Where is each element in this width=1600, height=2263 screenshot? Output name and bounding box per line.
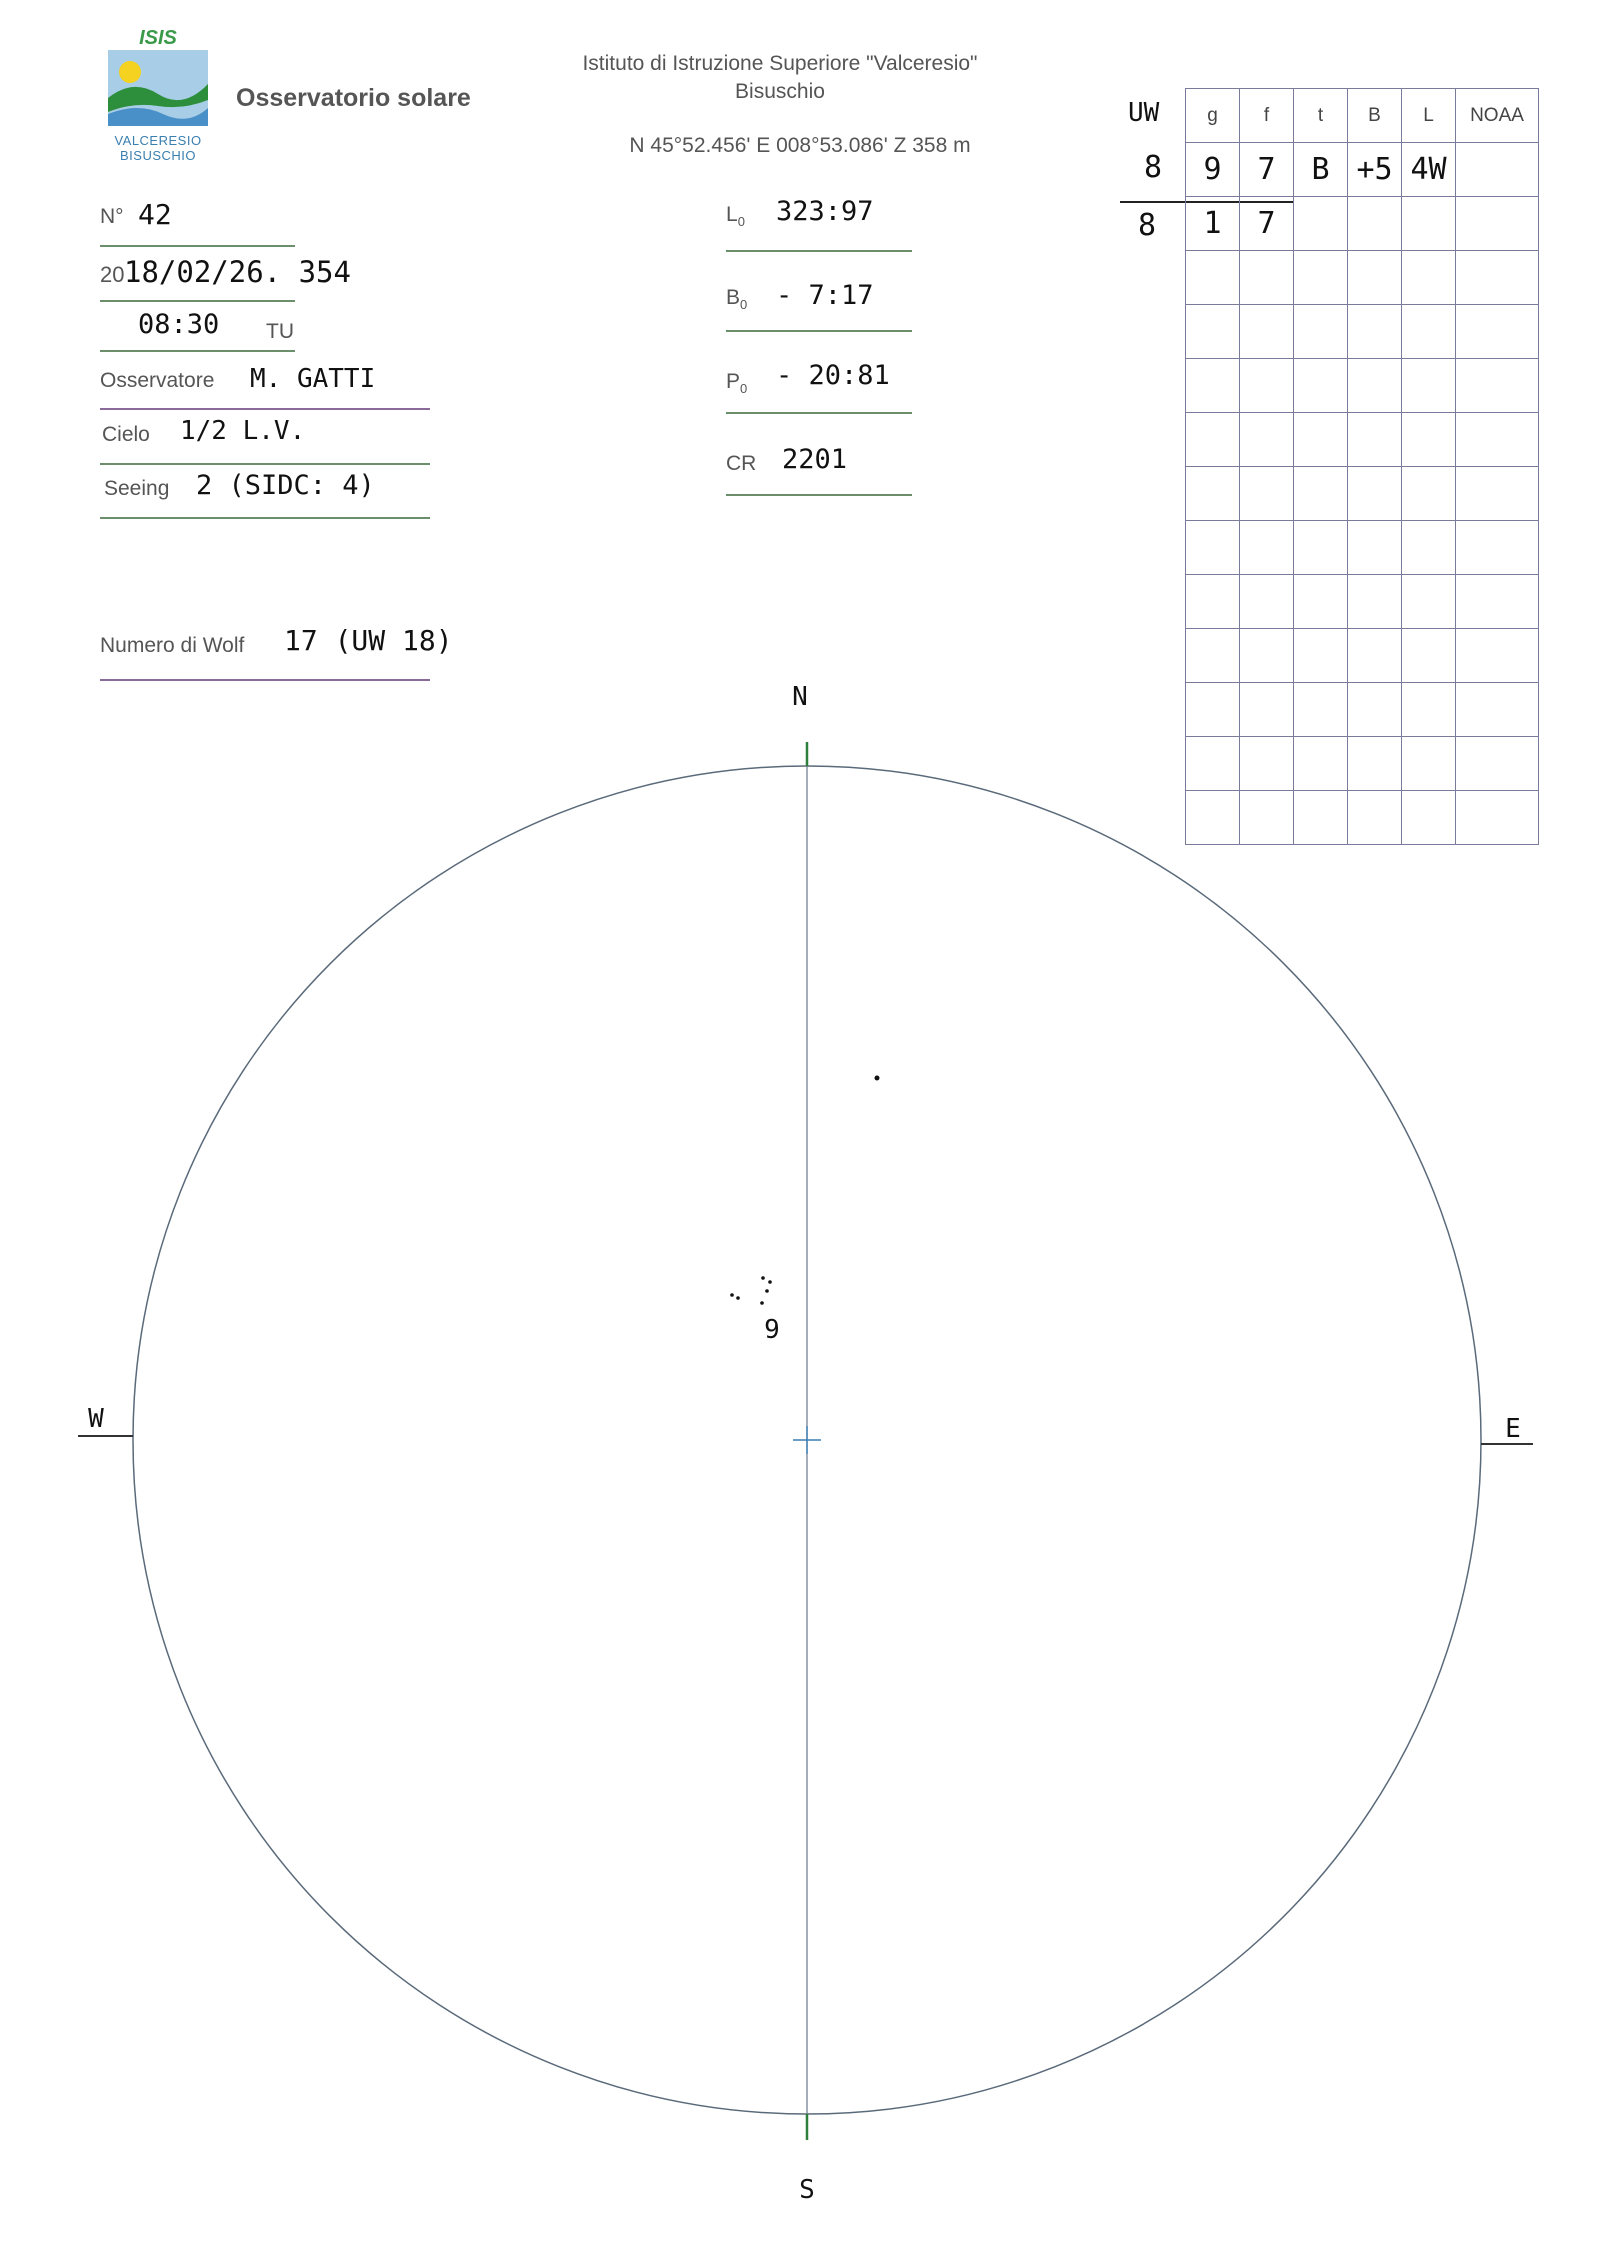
cell-b: +5 [1348,143,1402,197]
east-label: E [1505,1414,1521,1444]
seeing-label: Seeing [104,477,170,500]
observer-value: M. GATTI [250,364,376,394]
sunspot-group-label: 9 [764,1315,780,1345]
sky-value: 1/2 L.V. [180,416,306,446]
wolf-number-value: 17 (UW 18) [284,624,453,657]
l0-label: $L_0$ [726,203,745,230]
p0-value: - 20:81 [776,360,890,391]
number-label: N° [100,205,124,228]
sunspot [765,1289,769,1293]
observatory-coordinates: N 45°52.456' E 008°53.086' Z 358 m [629,134,971,157]
header-noaa: NOAA [1456,89,1539,143]
uw-row1-value: 8 [1144,150,1163,185]
p0-label: $P_0$ [726,370,748,397]
sunspot [875,1076,880,1081]
logo-label-line1: VALCERESIO [114,133,202,148]
header-b: B [1348,89,1402,143]
date-value: 18/02/26. 354 [124,255,351,289]
cell-f: 7 [1240,197,1294,251]
sky-label: Cielo [102,423,150,446]
sunspot [768,1280,772,1284]
cell-l: 4W [1402,143,1456,197]
uw-row2-value: 8 [1138,208,1157,243]
institute-town: Bisuschio [735,80,825,103]
time-value: 08:30 [138,309,220,340]
west-label: W [88,1404,104,1434]
cell-g: 9 [1186,143,1240,197]
observatory-title: Osservatorio solare [236,84,471,112]
carrington-label: CR [726,452,757,475]
sunspot [761,1276,765,1280]
logo-label-line2: BISUSCHIO [119,148,196,163]
north-label: N [792,682,808,712]
seeing-value: 2 (SIDC: 4) [196,470,375,501]
header-l: L [1402,89,1456,143]
cell-f: 7 [1240,143,1294,197]
sunspot [730,1293,734,1297]
cell-g: 1 [1186,197,1240,251]
l0-value: 323:97 [776,196,874,227]
date-prefix: 20 [100,262,125,287]
header-g: g [1186,89,1240,143]
observer-label: Osservatore [100,369,215,392]
number-value: 42 [138,198,172,231]
header-f: f [1240,89,1294,143]
header-t: t [1294,89,1348,143]
b0-value: - 7:17 [776,280,874,311]
south-label: S [799,2175,815,2205]
carrington-value: 2201 [782,444,848,475]
cell-t: B [1294,143,1348,197]
sunspot [760,1301,764,1305]
b0-label: $B_0$ [726,286,748,313]
time-suffix: TU [266,320,294,343]
uw-column-label: UW [1128,98,1160,128]
institute-name: Istituto di Istruzione Superiore "Valceresio" [582,52,978,75]
wolf-number-label: Numero di Wolf [100,634,245,657]
logo-isis-text: ISIS [139,28,177,49]
sunspot [736,1296,740,1300]
